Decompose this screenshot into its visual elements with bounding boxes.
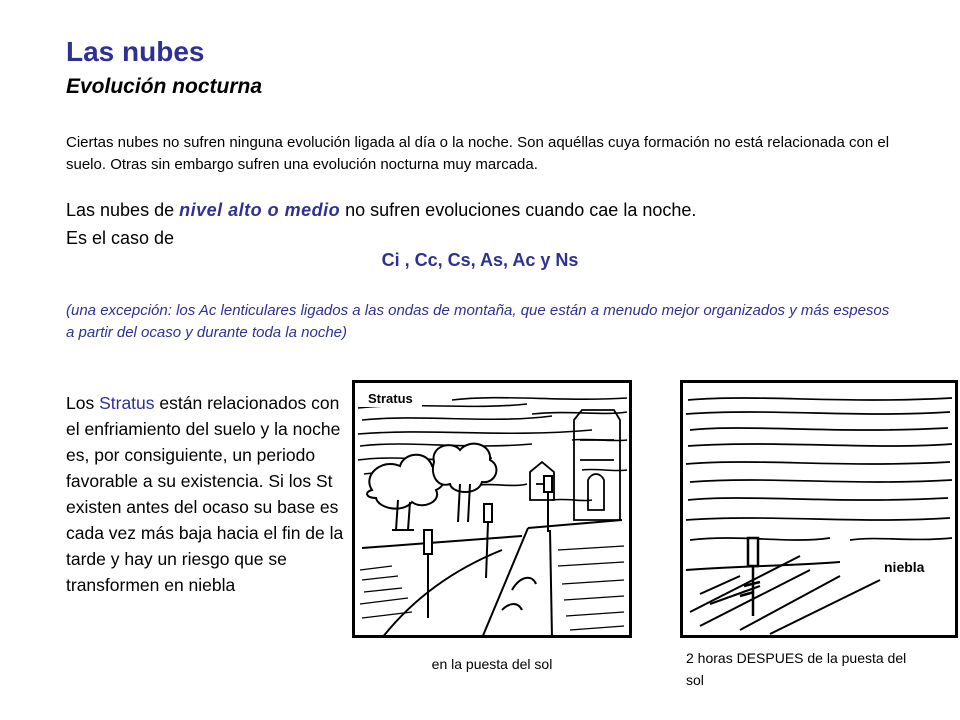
- night-fog-illustration: [680, 380, 958, 638]
- stratus-highlight: Stratus: [99, 393, 155, 413]
- page-title: Las nubes: [66, 36, 205, 67]
- stratus-rest: están relacionados con el enfriamiento del suelo y la noche es, por consiguiente, un periodo favorable a su existencia. Si los St existen antes del ocaso su base es cada vez más baja hacia el fin de la tarde y hay un riesgo que se transformen en niebla: [66, 393, 344, 595]
- sentence-start: Las nubes de: [66, 200, 180, 220]
- sunset-illustration: [352, 380, 632, 638]
- sunset-caption: en la puesta del sol: [431, 656, 553, 672]
- night-frame: [682, 382, 957, 637]
- stratus-paragraph: [66, 390, 344, 598]
- cloud-types-list: Ci , Cc, Cs, As, Ac y Ns: [381, 250, 579, 270]
- niebla-label: niebla: [884, 559, 925, 575]
- stratus-label: Stratus: [368, 391, 413, 406]
- exception-note: (una excepción: los Ac lenticulares ligados a las ondas de montaña, que están a menudo mejor organizados y más espesos a partir del ocaso y durante toda la noche): [66, 302, 890, 341]
- examples-intro: Es el caso de: [66, 228, 175, 248]
- intro-paragraph: Ciertas nubes no sufren ninguna evolución ligada al día o la noche. Son aquéllas cuya formación no está relacionada con el suelo. Otras sin embargo sufren una evolución nocturna muy marcada.: [66, 134, 890, 173]
- sentence-end: no sufren evoluciones cuando cae la noche.: [340, 200, 697, 220]
- level-highlight: nivel alto o medio: [179, 200, 341, 220]
- stratus-start: Los: [66, 393, 100, 413]
- page-subtitle: Evolución nocturna: [66, 75, 263, 98]
- high-medium-clouds-sentence: [66, 200, 696, 221]
- night-caption: 2 horas DESPUES de la puesta del sol: [686, 650, 907, 688]
